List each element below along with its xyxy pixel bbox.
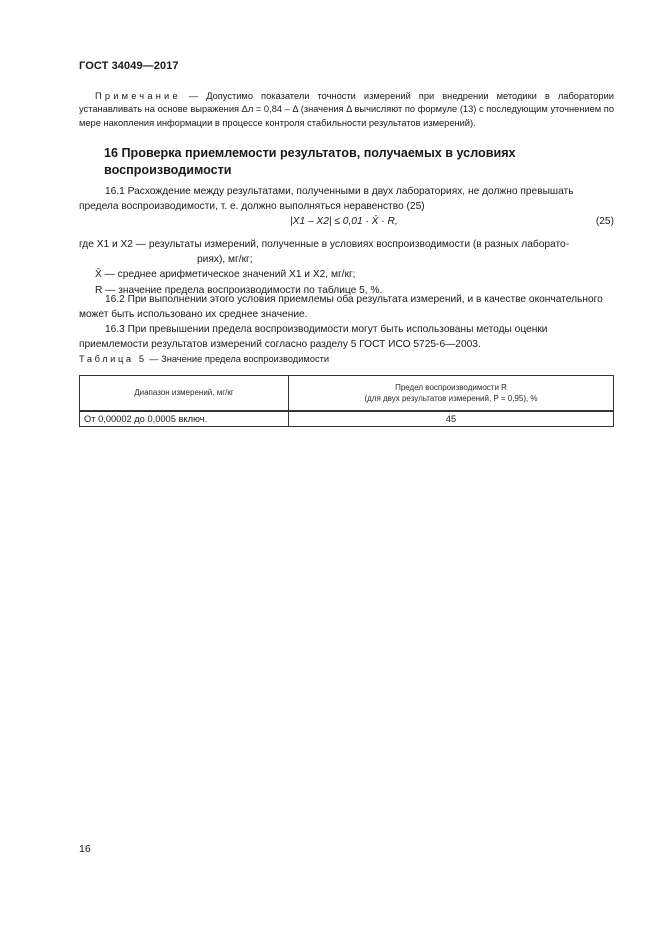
section-title: 16 Проверка приемлемости результатов, получаемых в условиях воспроизводимости <box>104 146 516 177</box>
table-header-limit-line1: Предел воспроизводимости R <box>395 382 507 392</box>
page-number: 16 <box>79 843 91 855</box>
note-label: Примечание <box>95 91 181 101</box>
where-line-4: R — значение предела воспроизводимости по таблице 5, %. <box>95 284 383 296</box>
table-row <box>80 411 614 427</box>
paragraph-16-3: 16.3 При превышении предела воспроизводимости могут быть использованы методы оценки приемлемости результатов измерений согласно разделу 5 ГОСТ ИСО 5725-6—2003. <box>79 324 548 351</box>
formula-expression: |X1 – X2| ≤ 0,01 · X̄ · R, <box>290 216 398 227</box>
table-5 <box>79 375 614 427</box>
note-paragraph <box>79 90 614 130</box>
table-header-row <box>80 376 614 411</box>
table-caption-text: — Значение предела воспроизводимости <box>146 354 330 364</box>
table-header-limit <box>289 376 614 411</box>
paragraph-16-1: 16.1 Расхождение между результатами, полученными в двух лабораториях, не должно превышать предела воспроизводимости, т. е. должно выполняться неравенство (25) <box>79 186 574 213</box>
where-line-1: где X1 и X2 — результаты измерений, полученные в условиях воспроизводимости (в разных лаборато- <box>79 239 570 250</box>
where-line-3: X̄ — среднее арифметическое значений X1 и X2, мг/кг; <box>95 269 356 281</box>
table-cell-value: 45 <box>289 411 614 427</box>
table-caption <box>79 354 329 364</box>
table-cell-range: От 0,00002 до 0,0005 включ. <box>80 411 289 427</box>
table-header-limit-line2: (для двух результатов измерений, P = 0,95), % <box>364 393 538 403</box>
table-header-range: Диапазон измерений, мг/кг <box>80 376 289 411</box>
where-line-2: риях), мг/кг; <box>197 254 253 266</box>
formula-25 <box>79 216 614 231</box>
paragraph-16-2: 16.2 При выполнении этого условия приемлемы оба результата измерений, и в качестве окончательного может быть использовано их среднее значение. <box>79 294 603 321</box>
table-caption-label: Таблица 5 <box>79 354 147 364</box>
document-header: ГОСТ 34049—2017 <box>79 60 179 72</box>
where-block <box>79 237 614 298</box>
formula-number: (25) <box>595 216 614 227</box>
note-text: — Допустимо показатели точности измерений при внедрении методики в лаборатории устанавливать на основе выражения Δл = 0,84 – Δ (значения Δ вычисляют по формуле (13) с последующим уточнением по мере накопления информации в процессе контроля стабильности результатов измерений). <box>79 91 614 128</box>
note-line <box>79 90 614 130</box>
